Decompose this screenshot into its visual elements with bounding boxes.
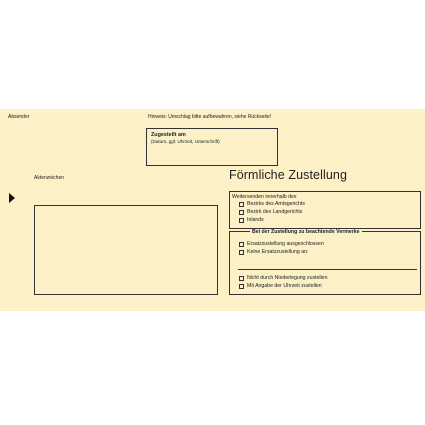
checkbox[interactable]: [239, 242, 244, 247]
option-label: Bezirk des Landgerichts: [247, 209, 303, 215]
address-window: [34, 205, 218, 295]
option-mit-uhrzeit[interactable]: [239, 283, 322, 289]
vermerke-heading: Bei der Zustellung zu beachtende Vermerke: [252, 229, 360, 235]
option-nicht-niederlegung[interactable]: [239, 275, 327, 281]
checkbox[interactable]: [239, 250, 244, 255]
arrow-marker-icon: [9, 193, 15, 203]
zugestellt-box: [146, 128, 278, 166]
option-label: Mit Angabe der Uhrzeit zustellen: [247, 283, 322, 289]
absender-label: Absender: [8, 114, 30, 120]
checkbox[interactable]: [239, 218, 244, 223]
option-inlands[interactable]: [239, 217, 264, 223]
zugestellt-subtitle: (Datum, ggf. Uhrzeit, Unterschrift): [151, 139, 220, 144]
zugestellt-title: Zugestellt am: [151, 132, 186, 138]
aktenzeichen-label: Aktenzeichen: [34, 175, 65, 181]
checkbox[interactable]: [239, 202, 244, 207]
option-landgericht[interactable]: [239, 209, 302, 215]
option-label: Bezirks des Amtsgerichts: [247, 201, 305, 207]
checkbox[interactable]: [239, 284, 244, 289]
checkbox[interactable]: [239, 276, 244, 281]
option-keine-ersatzzustellung[interactable]: [239, 249, 308, 255]
checkbox[interactable]: [239, 210, 244, 215]
weitersenden-heading: Weitersenden innerhalb des: [232, 194, 297, 200]
form-title: Förmliche Zustellung: [229, 168, 348, 182]
hinweis-text: Hinweis: Umschlag bitte aufbewahren, siehe Rückseite!: [148, 114, 272, 120]
option-label: Ersatzzustellung ausgeschlossen: [247, 241, 324, 247]
vermerke-box: [229, 231, 421, 295]
option-label: Keine Ersatzzustellung an:: [247, 249, 309, 255]
option-label: Nicht durch Niederlegung zustellen: [247, 275, 328, 281]
write-in-line[interactable]: [238, 269, 417, 270]
option-label: Inlands: [247, 217, 264, 223]
weitersenden-box: [229, 191, 421, 229]
envelope: [0, 109, 425, 311]
option-amtsgericht[interactable]: [239, 201, 305, 207]
option-ersatzzustellung-ausgeschlossen[interactable]: [239, 241, 324, 247]
